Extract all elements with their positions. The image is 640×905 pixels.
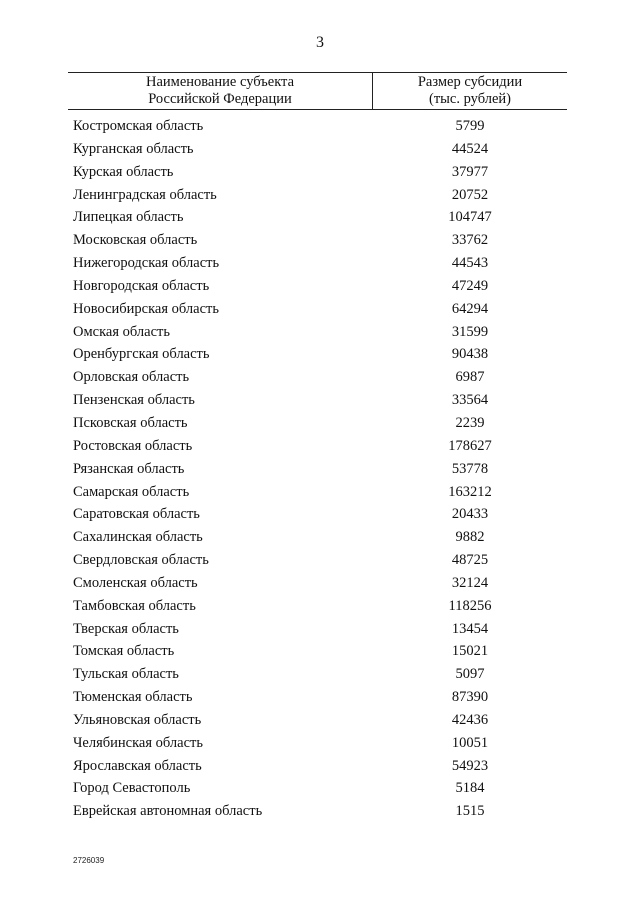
table-row — [0, 346, 640, 369]
header-subsidy-amount — [373, 73, 567, 109]
region-name-cell: Рязанская область — [73, 460, 185, 477]
region-name-cell: Ростовская область — [73, 437, 193, 454]
region-name-cell: Город Севастополь — [73, 780, 191, 797]
region-name-cell: Новосибирская область — [73, 300, 219, 317]
subsidy-value-cell: 54923 — [451, 757, 489, 774]
table-row — [0, 164, 640, 187]
region-name-cell: Сахалинская область — [73, 529, 203, 546]
region-name-cell: Курганская область — [73, 140, 194, 157]
header-region-line2: Российской Федерации — [148, 91, 292, 107]
table-row — [0, 369, 640, 392]
region-name-cell: Смоленская область — [73, 574, 198, 591]
subsidy-value-cell: 37977 — [451, 163, 489, 180]
subsidy-value-cell: 9882 — [455, 529, 485, 546]
table-row — [0, 780, 640, 803]
region-name-cell: Самарская область — [73, 483, 190, 500]
subsidy-value-cell: 20752 — [451, 186, 489, 203]
subsidy-value-cell: 42436 — [451, 711, 489, 728]
table-row — [0, 506, 640, 529]
table-body — [0, 118, 640, 826]
table-row — [0, 301, 640, 324]
region-name-cell: Новгородская область — [73, 277, 210, 294]
table-row — [0, 552, 640, 575]
subsidy-value-cell: 5184 — [455, 780, 485, 797]
subsidy-value-cell: 10051 — [451, 734, 489, 751]
region-name-cell: Томская область — [73, 643, 175, 660]
region-name-cell: Тверская область — [73, 620, 179, 637]
subsidy-value-cell: 64294 — [451, 300, 489, 317]
region-name-cell: Ленинградская область — [73, 186, 217, 203]
table-header — [68, 72, 567, 110]
subsidy-value-cell: 33762 — [451, 232, 489, 249]
subsidy-value-cell: 48725 — [451, 552, 489, 569]
table-row — [0, 392, 640, 415]
table-row — [0, 689, 640, 712]
header-region-line1: Наименование субъекта — [145, 74, 295, 90]
subsidy-value-cell: 178627 — [448, 437, 492, 454]
subsidy-value-cell: 32124 — [451, 574, 489, 591]
table-row — [0, 758, 640, 781]
subsidy-value-cell: 53778 — [451, 460, 489, 477]
subsidy-value-cell: 20433 — [451, 506, 489, 523]
subsidy-value-cell: 44524 — [451, 140, 489, 157]
subsidy-value-cell: 33564 — [451, 392, 489, 409]
subsidy-value-cell: 118256 — [448, 597, 492, 614]
subsidy-value-cell: 87390 — [451, 689, 489, 706]
region-name-cell: Липецкая область — [73, 209, 184, 226]
region-name-cell: Челябинская область — [73, 734, 203, 751]
subsidy-value-cell: 1515 — [455, 803, 485, 820]
region-name-cell: Саратовская область — [73, 506, 200, 523]
table-row — [0, 598, 640, 621]
subsidy-value-cell: 5799 — [455, 118, 485, 134]
subsidy-value-cell: 31599 — [451, 323, 489, 340]
table-row — [0, 461, 640, 484]
region-name-cell: Нижегородская область — [73, 255, 220, 272]
subsidy-value-cell: 47249 — [451, 277, 489, 294]
subsidy-value-cell: 15021 — [451, 643, 489, 660]
region-name-cell: Псковская область — [73, 414, 188, 431]
table-row — [0, 255, 640, 278]
region-name-cell: Свердловская область — [73, 552, 209, 569]
region-name-cell: Костромская область — [73, 118, 204, 134]
region-name-cell: Пензенская область — [73, 392, 195, 409]
table-row — [0, 529, 640, 552]
header-region-name — [68, 73, 373, 109]
subsidy-value-cell: 104747 — [448, 209, 492, 226]
region-name-cell: Курская область — [73, 163, 174, 180]
region-name-cell: Тюменская область — [73, 689, 193, 706]
region-name-cell: Тамбовская область — [73, 597, 196, 614]
table-row — [0, 438, 640, 461]
table-row — [0, 324, 640, 347]
region-name-cell: Московская область — [73, 232, 198, 249]
header-subsidy-line2: (тыс. рублей) — [429, 91, 511, 107]
table-row — [0, 187, 640, 210]
region-name-cell: Ульяновская область — [73, 711, 202, 728]
header-subsidy-line1: Размер субсидии — [417, 74, 523, 90]
subsidy-value-cell: 163212 — [448, 483, 492, 500]
page-number: 3 — [316, 34, 324, 51]
table-row — [0, 141, 640, 164]
table-row — [0, 278, 640, 301]
region-name-cell: Ярославская область — [73, 757, 202, 774]
subsidy-value-cell: 44543 — [451, 255, 489, 272]
table-row — [0, 712, 640, 735]
subsidy-value-cell: 2239 — [455, 414, 485, 431]
subsidy-value-cell: 90438 — [451, 346, 489, 363]
table-row — [0, 803, 640, 826]
region-name-cell: Тульская область — [73, 666, 179, 683]
subsidy-value-cell: 13454 — [451, 620, 489, 637]
region-name-cell: Орловская область — [73, 369, 190, 386]
table-row — [0, 484, 640, 507]
table-row — [0, 575, 640, 598]
table-row — [0, 643, 640, 666]
table-row — [0, 666, 640, 689]
subsidy-value-cell: 5097 — [455, 666, 485, 683]
table-row — [0, 118, 640, 141]
region-name-cell: Оренбургская область — [73, 346, 210, 363]
region-name-cell: Еврейская автономная область — [73, 803, 263, 820]
subsidy-value-cell: 6987 — [455, 369, 485, 386]
table-row — [0, 232, 640, 255]
table-row — [0, 621, 640, 644]
table-row — [0, 735, 640, 758]
table-row — [0, 209, 640, 232]
region-name-cell: Омская область — [73, 323, 170, 340]
document-code: 2726039 — [73, 856, 105, 865]
table-row — [0, 415, 640, 438]
